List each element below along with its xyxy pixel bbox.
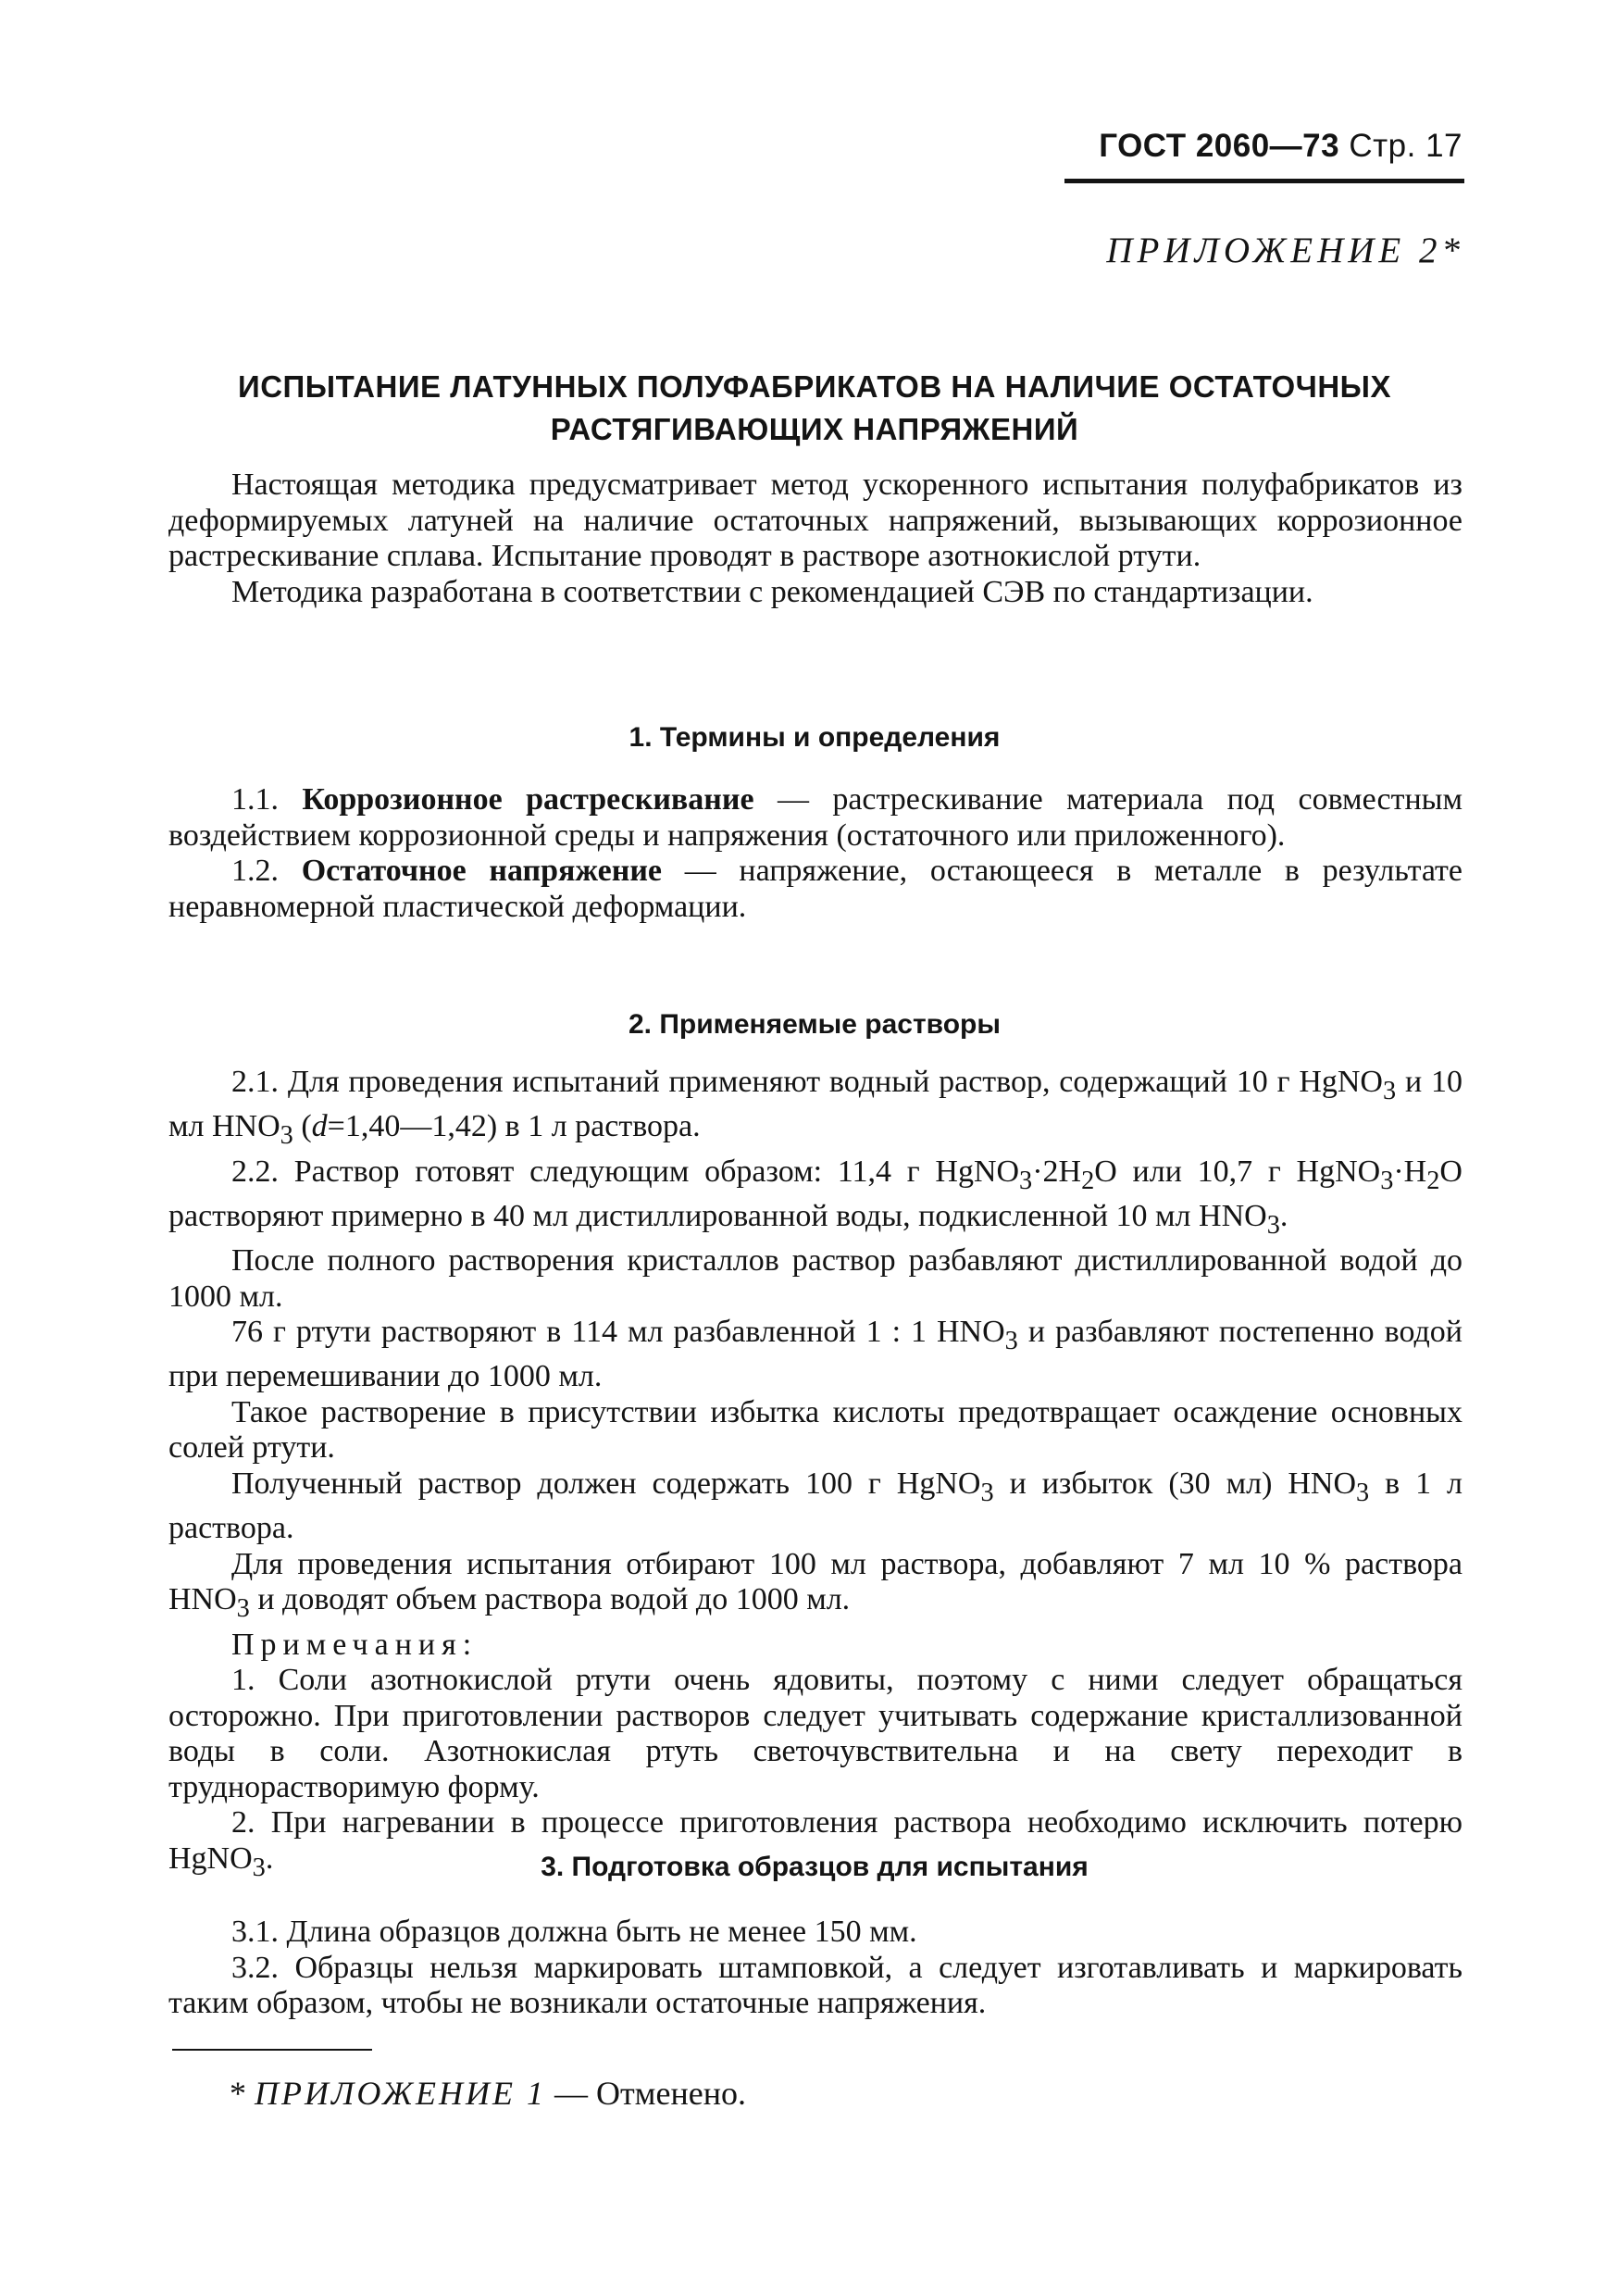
paragraph: После полного растворения кристаллов раствор разбавляют дистиллированной водой до 1000 мл. — [168, 1243, 1462, 1314]
text: и 10 мл HNO — [168, 1065, 1462, 1144]
intro-paragraph: Методика разработана в соответствии с рекомендацией СЭВ по стандартизации. — [231, 574, 1313, 609]
subscript: 2 — [1081, 1166, 1095, 1195]
section-2-heading: 2. Применяемые растворы — [628, 1009, 1001, 1040]
paragraph-2-2 — [168, 1154, 1462, 1244]
section-2-body — [168, 1065, 1462, 1886]
footnote-label: ПРИЛОЖЕНИЕ 1 — [255, 2075, 546, 2112]
text: ( — [292, 1109, 312, 1144]
footnote-rule — [172, 2049, 372, 2051]
subscript: 3 — [1019, 1166, 1033, 1195]
text: Полученный раствор должен содержать 100 г HgNO — [231, 1466, 981, 1501]
paragraph — [168, 1466, 1462, 1547]
footnote-text: — Отменено. — [545, 2075, 746, 2112]
footnote — [230, 2074, 746, 2113]
text: 2.1. Для проведения испытаний применяют водный раствор, содержащий 10 г HgNO — [231, 1065, 1383, 1099]
footnote-star: * — [230, 2075, 255, 2112]
item-number: 1.2. — [231, 854, 279, 888]
intro-block — [168, 468, 1462, 610]
subscript: 3 — [1356, 1478, 1370, 1507]
document-title: ИСПЫТАНИЕ ЛАТУННЫХ ПОЛУФАБРИКАТОВ НА НАЛИЧИЕ ОСТАТОЧНЫХ РАСТЯГИВАЮЩИХ НАПРЯЖЕНИЙ — [238, 369, 1391, 446]
text: 2.2. Раствор готовят следующим образом: 11,4 г HgNO — [231, 1154, 1020, 1189]
definition-item — [168, 782, 1462, 854]
header-rule — [1064, 179, 1464, 183]
subscript: 3 — [1004, 1326, 1018, 1355]
section-3-heading: 3. Подготовка образцов для испытания — [541, 1852, 1089, 1882]
density-variable: d — [311, 1109, 328, 1144]
text: и избыток (30 мл) HNO — [993, 1466, 1357, 1501]
text: в 1 л раствора. — [168, 1466, 1463, 1546]
definition-text: — растрескивание материала под совместным воздействием коррозионной среды и напряжения (остаточного или приложенного). — [168, 782, 1463, 853]
text: =1,40—1,42) в 1 л раствора. — [327, 1109, 701, 1144]
paragraph-2-1 — [168, 1065, 1462, 1154]
notes-label: Примечания: — [231, 1627, 479, 1662]
text: . — [1279, 1198, 1288, 1233]
term: Остаточное напряжение — [301, 854, 662, 888]
text: ·H — [1393, 1154, 1427, 1189]
text: ·2H — [1032, 1154, 1082, 1189]
text: Для проведения испытания отбирают 100 мл раствора, добавляют 7 мл 10 % раствора HNO — [168, 1546, 1462, 1617]
subscript: 3 — [980, 1478, 994, 1507]
paragraph-3-2: 3.2. Образцы нельзя маркировать штамповкой, а следует изготавливать и маркировать таким образом, чтобы не возникали остаточные напряжения. — [168, 1950, 1462, 2020]
text: O или 10,7 г HgNO — [1094, 1154, 1381, 1189]
section-1-body — [168, 782, 1462, 925]
paragraph-3-1: 3.1. Длина образцов должна быть не менее 150 мм. — [231, 1915, 917, 1949]
section-1-heading: 1. Термины и определения — [629, 722, 1001, 753]
standard-number: ГОСТ 2060—73 — [1099, 128, 1340, 164]
text: . — [265, 1841, 274, 1876]
definition-item — [168, 854, 1462, 925]
text: и доводят объем раствора водой до 1000 мл. — [249, 1582, 851, 1617]
term: Коррозионное растрескивание — [302, 782, 754, 817]
subscript: 3 — [1266, 1210, 1280, 1240]
subscript: 3 — [280, 1121, 293, 1151]
subscript: 3 — [1380, 1166, 1394, 1195]
section-3-body — [168, 1915, 1462, 2022]
subscript: 3 — [236, 1594, 250, 1624]
paragraph — [168, 1547, 1462, 1628]
note-1: 1. Соли азотнокислой ртути очень ядовиты, поэтому с ними следует обращаться осторожно. При приготовлении растворов следует учитывать содержание кристаллизованной воды в соли. Азотнокислая ртуть светочувствительна и на свету переходит в труднорастворимую форму. — [168, 1663, 1462, 1804]
text: O растворяют примерно в 40 мл дистиллированной воды, подкисленной 10 мл HNO — [168, 1154, 1462, 1233]
paragraph: Такое растворение в присутствии избытка кислоты предотвращает осаждение основных солей ртути. — [168, 1394, 1462, 1466]
definition-text: — напряжение, остающееся в металле в результате неравномерной пластической деформации. — [168, 854, 1463, 924]
paragraph — [168, 1315, 1462, 1395]
text: и разбавляют постепенно водой при перемешивании до 1000 мл. — [168, 1315, 1462, 1394]
text: 76 г ртути растворяют в 114 мл разбавленной 1 : 1 HNO — [231, 1315, 1005, 1350]
intro-paragraph: Настоящая методика предусматривает метод ускоренного испытания полуфабрикатов из деформируемых латуней на наличие остаточных напряжений, вызывающих коррозионное растрескивание сплава. Испытание проводят в растворе азотнокислой ртути. — [168, 468, 1462, 573]
subscript: 3 — [252, 1853, 266, 1882]
page-number: Стр. 17 — [1349, 128, 1462, 164]
appendix-label: ПРИЛОЖЕНИЕ 2* — [1106, 231, 1464, 270]
page-header — [1064, 128, 1462, 165]
text: 2. При нагревании в процессе приготовления раствора необходимо исключить потерю HgNO — [168, 1805, 1462, 1876]
subscript: 2 — [1426, 1166, 1440, 1195]
subscript: 3 — [1383, 1076, 1397, 1105]
item-number: 1.1. — [231, 782, 279, 817]
